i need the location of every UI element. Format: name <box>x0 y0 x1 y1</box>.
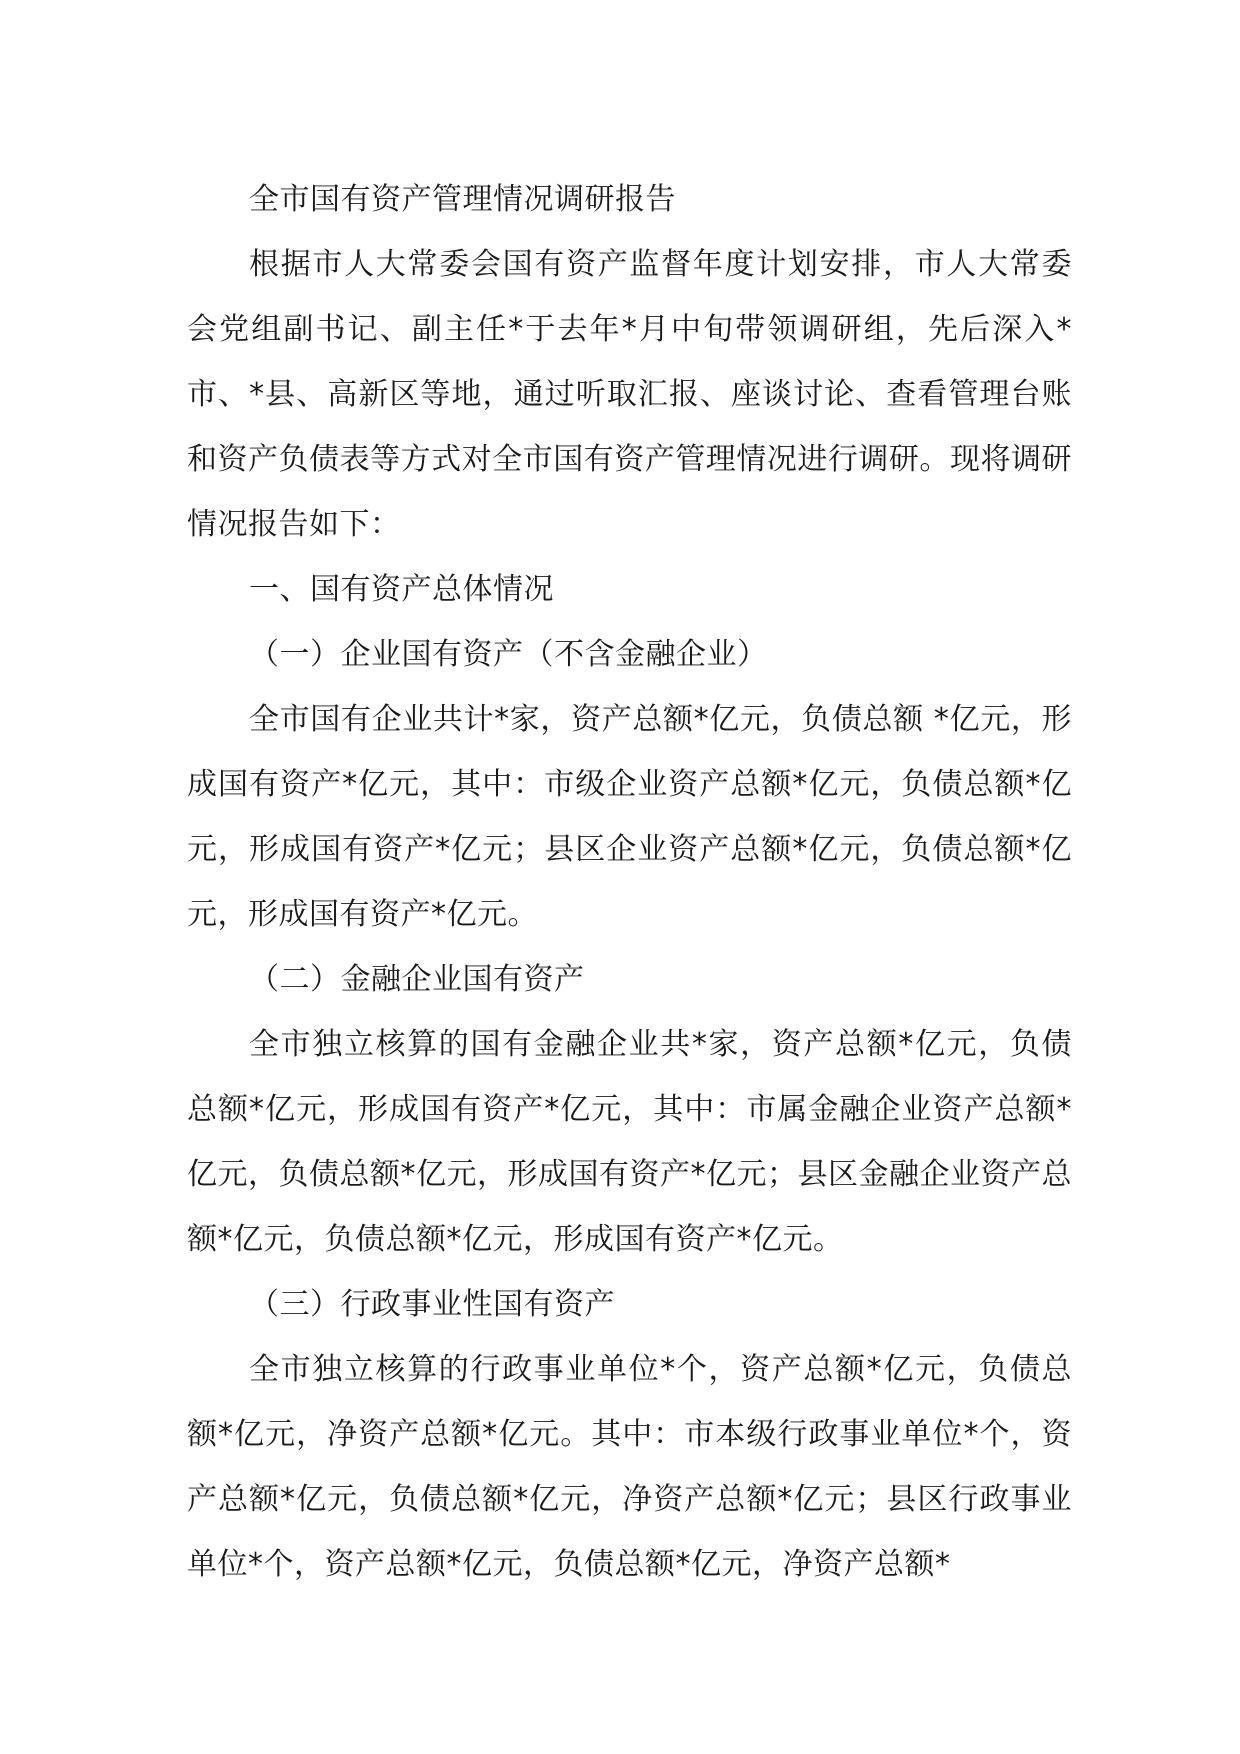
paragraph-intro: 根据市人大常委会国有资产监督年度计划安排，市人大常委会党组副书记、副主任*于去年*月中旬带领调研组，先后深入*市、*县、高新区等地，通过听取汇报、座谈讨论、查看管理台账和资产负债表等方式对全市国有资产管理情况进行调研。现将调研情况报告如下： <box>187 247 1072 542</box>
paragraph-enterprise-assets: 全市国有企业共计*家，资产总额*亿元，负债总额 *亿元，形成国有资产*亿元，其中：市级企业资产总额*亿元，负债总额*亿元，形成国有资产*亿元；县区企业资产总额*亿元，负债总额*亿元，形成国有资产*亿元。 <box>187 702 1072 932</box>
document-body <box>187 167 1072 1597</box>
subsection-heading-2: （二）金融企业国有资产 <box>249 962 585 997</box>
subsection-heading-3: （三）行政事业性国有资产 <box>249 1287 615 1322</box>
subsection-heading-1: （一）企业国有资产（不含金融企业） <box>249 637 768 672</box>
paragraph-financial-assets: 全市独立核算的国有金融企业共*家，资产总额*亿元，负债总额*亿元，形成国有资产*亿元，其中：市属金融企业资产总额*亿元，负债总额*亿元，形成国有资产*亿元；县区金融企业资产总额*亿元，负债总额*亿元，形成国有资产*亿元。 <box>187 1027 1072 1257</box>
section-heading-1: 一、国有资产总体情况 <box>249 572 554 607</box>
document-title: 全市国有资产管理情况调研报告 <box>249 182 676 217</box>
paragraph-administrative-assets: 全市独立核算的行政事业单位*个，资产总额*亿元，负债总额*亿元，净资产总额*亿元。其中：市本级行政事业单位*个，资产总额*亿元，负债总额*亿元，净资产总额*亿元；县区行政事业单位*个，资产总额*亿元，负债总额*亿元，净资产总额* <box>187 1352 1072 1582</box>
